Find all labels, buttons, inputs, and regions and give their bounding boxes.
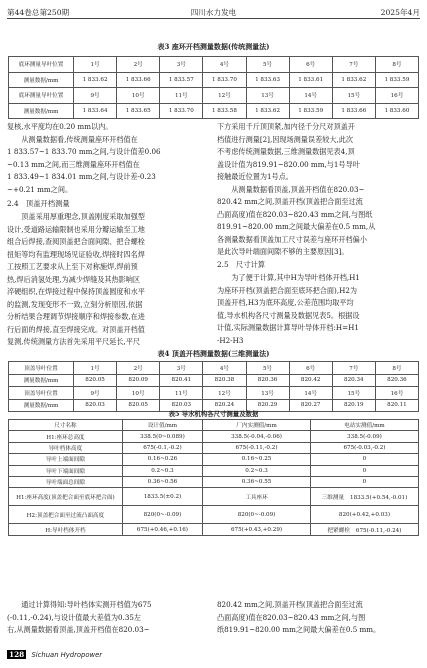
text-line: 复核,水平度均在0.20 mm以内。 xyxy=(7,122,113,131)
table-cell: 0.16~0.26 xyxy=(122,454,202,465)
table-cell: 820.29 xyxy=(246,399,289,412)
table-cell xyxy=(310,524,418,535)
table-cell: 1 833.59 xyxy=(289,103,332,119)
table-cell: 测量数据/mm xyxy=(9,374,74,387)
text-line: 盖设计值为819.91~820.00 mm,与1号导叶 xyxy=(217,159,360,169)
table-cell: 4号 xyxy=(203,57,246,73)
table-cell: 0 xyxy=(310,476,418,487)
table-cell: 820.09 xyxy=(117,374,160,387)
text-line: 从测量数据看,传统测量座环开档值在 xyxy=(7,134,138,144)
text-line: 通过计算得知:导叶档体实测开档值为675 xyxy=(7,600,152,609)
table-cell: 1 833.59 xyxy=(375,72,418,88)
text-line: 顶盖采用厚重理念,顶盖刚度采取加强型 xyxy=(7,212,145,221)
table-row xyxy=(9,524,419,535)
text-line: 值,导水机构各尺寸测量及数据见表5。根据设 xyxy=(217,310,360,320)
table-cell: 820.03 xyxy=(160,399,203,412)
right-column-body xyxy=(217,272,420,347)
table-header-row xyxy=(9,420,419,431)
table-cell: 1 833.70 xyxy=(160,103,203,119)
table-cell: 1 833.58 xyxy=(203,103,246,119)
table-cell: 10号 xyxy=(117,88,160,104)
table-cell: 0.2~0.3 xyxy=(203,465,311,476)
table-cell: 14号 xyxy=(289,387,332,400)
table-cell: 820.19 xyxy=(332,399,375,412)
table-cell: 1 833.64 xyxy=(74,103,117,119)
table-row xyxy=(9,72,419,88)
table-cell: 1 833.63 xyxy=(246,72,289,88)
text-line: 组合后焊接,查阅顶盖把合面间隙、把合螺栓 xyxy=(7,237,145,247)
table-row xyxy=(9,374,419,387)
table-cell: 10号 xyxy=(117,387,160,400)
table4-caption: 表4 顶盖开档测量数据(三维测量法) xyxy=(157,349,270,358)
table-cell: 0.36~0.56 xyxy=(122,476,202,487)
table-cell: 7号 xyxy=(332,57,375,73)
table-cell: 测量数据/mm xyxy=(9,72,74,88)
table-row xyxy=(9,362,419,375)
table-row xyxy=(9,454,419,465)
table-cell: 820.38 xyxy=(203,374,246,387)
text-line: ~+0.21 mm之间。 xyxy=(7,184,73,194)
table-cell: 11号 xyxy=(160,387,203,400)
table-cell: 820.42 xyxy=(289,374,332,387)
table-cell: 1 833.66 xyxy=(117,72,160,88)
text-line: (-0.11,-0.24),与设计值最大差值为0.35左 xyxy=(7,612,142,622)
table-cell: 338.5(-0.09) xyxy=(310,431,418,442)
table-cell: 导叶上端面间隙 xyxy=(9,454,123,465)
table-cell: 1 833.62 xyxy=(74,72,117,88)
table-cell: 675(-0.03,-0.2) xyxy=(310,442,418,453)
table-cell: 9号 xyxy=(74,88,117,104)
table-cell: 15号 xyxy=(332,387,375,400)
table-cell: 1 833.57 xyxy=(160,72,203,88)
table-row xyxy=(9,103,419,119)
table-header-cell: 尺寸名称 xyxy=(9,420,123,431)
table-cell: H:导叶档体开档 xyxy=(9,524,123,535)
table-cell: 2号 xyxy=(117,362,160,375)
table-cell: 338.5(-0.04,-0.06) xyxy=(203,431,311,442)
table-cell: 1 833.61 xyxy=(289,72,332,88)
text-line: 纸819.91~820.00 mm之间最大偏差在0.5 mm。 xyxy=(217,625,381,635)
text-line: 计值,实际测量数据计算导叶导体开档:H=H1 xyxy=(217,323,359,333)
page-number: 128 xyxy=(9,650,25,659)
table-cell: 1833.5(±0.2) xyxy=(122,488,202,506)
table-row xyxy=(9,57,419,73)
text-line: 右,从测量数据看顶盖,顶盖开档值在820.03~ xyxy=(7,625,150,635)
table-row xyxy=(9,88,419,104)
table-cell: 1 833.62 xyxy=(246,103,289,119)
table-cell: 1 833.66 xyxy=(332,103,375,119)
text-line: 凸面高度)值在820.03~820.43 mm之间,与图纸 xyxy=(217,209,373,219)
header-journal: 四川水力发电 xyxy=(190,8,237,17)
table-cell: 底环测量导叶位置 xyxy=(9,57,74,73)
table5 xyxy=(8,419,419,536)
text-line: 的监测,发现变形不一致,立刻分析原因,依据 xyxy=(7,299,143,309)
text-line: 热,焊后消氢处理,为减少焊缝及其热影响区 xyxy=(7,274,141,284)
table-cell: 5号 xyxy=(246,57,289,73)
table-cell: 1 833.65 xyxy=(117,103,160,119)
page-footer xyxy=(7,650,102,659)
text-line: 下方采用千斤顶顶紧,加内径千分尺对顶盖开 xyxy=(217,122,355,131)
table-header-cell: 厂内实测值/mm xyxy=(203,420,311,431)
table-header-cell: 电站实测值/mm xyxy=(310,420,418,431)
text-line: 820.42 mm之间,顶盖开档(顶盖把合面至过流 xyxy=(217,600,363,609)
text-line: 不考虑传统测量数据,三维测量数据见表4,顶 xyxy=(217,147,355,157)
text-line: 为了便于计算,其中H为导叶档体开档,H1 xyxy=(217,273,360,282)
left-column-body xyxy=(7,211,211,349)
text-line: 819.91~820.00 mm之间最大偏差在0.5 mm,从 xyxy=(217,222,376,232)
cell-value: 675(-0.11,-0.24) xyxy=(355,527,402,534)
table-row xyxy=(9,476,419,487)
table-cell: 820(0~-0.09) xyxy=(122,506,202,524)
table-cell: 14号 xyxy=(289,88,332,104)
table-cell: 9号 xyxy=(74,387,117,400)
table5-caption: 表5 导水机构各尺寸测量及数据 xyxy=(168,410,259,418)
table-cell: 675(+0.43,+0.29) xyxy=(203,524,311,535)
section-2-4-heading: 2.4 顶盖开档测量 xyxy=(7,199,70,208)
table-cell: 820.34 xyxy=(332,374,375,387)
table-cell: 820.41 xyxy=(160,374,203,387)
table-cell: H1:座环总高度 xyxy=(9,431,123,442)
table-row xyxy=(9,442,419,453)
table-cell: 675(-0.1,-0.2) xyxy=(122,442,202,453)
table-cell: 1 833.62 xyxy=(332,72,375,88)
table-cell: 820.03 xyxy=(74,399,117,412)
table-cell: 导叶端面总间隙 xyxy=(9,476,123,487)
table-cell: H1:座环高度(顶盖把合面至底环把合面) xyxy=(9,488,123,506)
table-row xyxy=(9,387,419,400)
table-cell: 0.36~0.55 xyxy=(203,476,311,487)
table-cell: 820.05 xyxy=(74,374,117,387)
text-line: 为座环开档(顶盖把合面至底环把合面),H2为 xyxy=(217,285,358,295)
table-cell: 820.27 xyxy=(289,399,332,412)
table-cell: 测量数据/mm xyxy=(9,399,74,412)
table-cell: 5号 xyxy=(246,362,289,375)
text-line: 淬硬组织,在焊接过程中保持顶盖圆度和水平 xyxy=(7,287,145,297)
left-column-bottom xyxy=(7,599,211,637)
text-line: 顶盖开档,H3为底环高度,公差范围均取平均 xyxy=(217,298,354,308)
table-cell: 16号 xyxy=(375,88,418,104)
table4 xyxy=(8,361,419,412)
table-cell: 13号 xyxy=(246,88,289,104)
cell-method: 把紧螺栓 xyxy=(327,527,350,534)
table-cell: 1 833.70 xyxy=(203,72,246,88)
text-line: 行后面的焊接,直至焊接完成。对顶盖开档值 xyxy=(7,324,145,334)
table-cell: 13号 xyxy=(246,387,289,400)
text-line: 设计,受道路运输限制也采用分瓣运输至工地 xyxy=(7,224,145,234)
cell-method: 三维测量 xyxy=(321,494,345,501)
table-cell: 7号 xyxy=(332,362,375,375)
table-cell: 16号 xyxy=(375,387,418,400)
table-cell: 3号 xyxy=(160,362,203,375)
text-line: 接触最近位置为1号点。 xyxy=(217,172,293,182)
table-cell: 12号 xyxy=(203,88,246,104)
text-line: 1 833.57~1 833.70 mm之间,与设计值差0.06 xyxy=(7,147,161,157)
right-column-top xyxy=(217,121,420,259)
table-row xyxy=(9,506,419,524)
table-cell: 8号 xyxy=(375,362,418,375)
text-line: 820.42 mm之间,顶盖开档(顶盖把合面至过流 xyxy=(217,197,363,207)
text-line: ~0.13 mm之间,而三维测量座环开档值在 xyxy=(7,159,140,169)
text-line: 从测量数据看顶盖,顶盖开档值在820.03~ xyxy=(217,184,365,194)
table-cell: 0.16~0.25 xyxy=(203,454,311,465)
table-cell: 1 833.60 xyxy=(375,103,418,119)
text-line: -H2-H3 xyxy=(217,335,244,345)
text-line: 复测,传统测量方法首先采用平尺延长,平尺 xyxy=(7,337,141,347)
cell-value: 1833.5(+0.54,-0.01) xyxy=(350,494,408,501)
header-volume: 第44卷总第250期 xyxy=(7,8,70,17)
table-row xyxy=(9,488,419,506)
footer-journal-name: Sichuan Hydropower xyxy=(31,651,103,659)
text-line: 各测量数据看顶盖加工尺寸误差与座环开档偏小 xyxy=(217,234,367,244)
table-row xyxy=(9,431,419,442)
text-line: 1 833.49~1 834.01 mm之间,与设计差-0.23 xyxy=(7,172,156,182)
text-line: 扭矩等均有监理现场见证验收,焊接时四名焊 xyxy=(7,249,145,259)
text-line: 工按照工艺要求从上至下对称施焊,焊前预 xyxy=(7,262,138,272)
table-cell: 顶盖导叶位置 xyxy=(9,387,74,400)
table-cell: 4号 xyxy=(203,362,246,375)
table-cell: 820.24 xyxy=(203,399,246,412)
table-cell: 导叶下端面间隙 xyxy=(9,465,123,476)
table-cell: 底环测量导叶位置 xyxy=(9,88,74,104)
table-cell: 820.05 xyxy=(117,399,160,412)
table-cell: 1号 xyxy=(74,362,117,375)
table-row xyxy=(9,465,419,476)
text-line: 分析结果合理调节焊接顺序和焊接参数,在进 xyxy=(7,312,145,322)
table-cell: 11号 xyxy=(160,88,203,104)
table-cell: 820(+0.42,+0.03) xyxy=(310,506,418,524)
table-cell: 0 xyxy=(310,454,418,465)
right-column-bottom xyxy=(217,599,420,637)
table-cell: 导叶档体高度 xyxy=(9,442,123,453)
table-cell: 6号 xyxy=(289,362,332,375)
table-cell: 2号 xyxy=(117,57,160,73)
table-cell: 675(+0.46,+0.16) xyxy=(122,524,202,535)
table-cell: 820.36 xyxy=(375,374,418,387)
table-cell: 0 xyxy=(310,465,418,476)
table3 xyxy=(8,56,419,119)
table-cell: 工具座环 xyxy=(203,488,311,506)
text-line: 是此次导叶端面间隙不够的主要原因[3]。 xyxy=(217,247,349,257)
table-cell: 8号 xyxy=(375,57,418,73)
table-cell: 0.2~0.3 xyxy=(122,465,202,476)
table-cell: 3号 xyxy=(160,57,203,73)
section-2-5-heading: 2.5 尺寸计算 xyxy=(217,260,266,269)
table-cell: 338.5(0~0.089) xyxy=(122,431,202,442)
table-cell: 820.36 xyxy=(246,374,289,387)
table-cell: 820(0~-0.09) xyxy=(203,506,311,524)
table-cell: 测量数据/mm xyxy=(9,103,74,119)
text-line: 凸面高度)值在820.03~820.43 mm之间,与图 xyxy=(217,612,366,622)
table-cell: 15号 xyxy=(332,88,375,104)
table3-caption: 表3 座环开档测量数据(传统测量法) xyxy=(157,42,270,51)
header-date: 2025年4月 xyxy=(380,8,420,17)
table-cell: 顶盖导叶位置 xyxy=(9,362,74,375)
table-cell: 6号 xyxy=(289,57,332,73)
table-header-cell: 设计值/mm xyxy=(122,420,202,431)
table-cell: 820.11 xyxy=(375,399,418,412)
page-header xyxy=(7,5,420,19)
text-line: 档值进行测量[2],因现场测量误差较大,此次 xyxy=(217,134,354,144)
table-cell: H2:顶盖把合面至过流凸面高度 xyxy=(9,506,123,524)
table-cell: 1号 xyxy=(74,57,117,73)
table-cell xyxy=(310,488,418,506)
table-cell: 675(-0.11,-0.2) xyxy=(203,442,311,453)
left-column-top xyxy=(7,121,211,196)
table-cell: 12号 xyxy=(203,387,246,400)
